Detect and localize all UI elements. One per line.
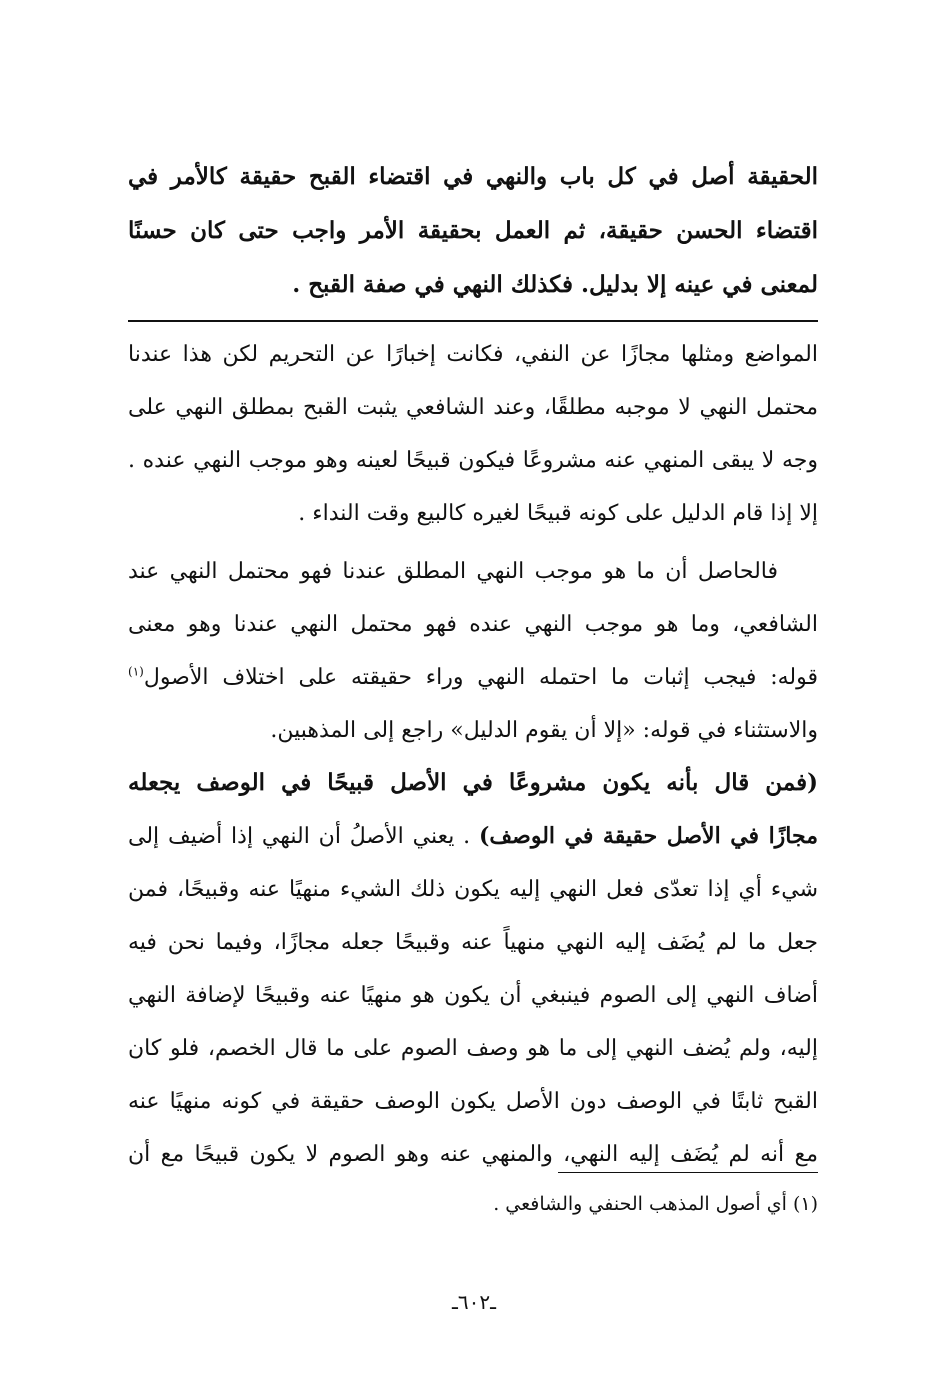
commentary-line: والاستثناء في قوله: «إلا أن يقوم الدليل» راجع إلى المذهبين. xyxy=(270,718,818,743)
commentary-paragraph-2 xyxy=(128,545,818,757)
commentary-line: إلا إذا قام الدليل على كونه قبيحًا لغيره كالبيع وقت النداء . xyxy=(298,501,818,526)
quoted-text-line: (فمن قال بأنه يكون مشروعًا في الأصل قبيحًا في الوصف يجعله xyxy=(128,769,818,796)
quoted-text-fragment: مجازًا في الأصل حقيقة في الوصف) xyxy=(479,823,818,849)
main-text-block xyxy=(128,150,818,312)
commentary-line: شيء أي إذا تعدّى فعل النهي إليه يكون ذلك الشيء منهيًا عنه وقبيحًا، فمن xyxy=(128,877,818,902)
commentary-line: مع أنه لم يُضَف إليه النهي، والمنهي عنه وهو الصوم لا يكون قبيحًا مع أن xyxy=(128,1142,818,1167)
commentary-line: فالحاصل أن ما هو موجب النهي المطلق عندنا فهو محتمل النهي عند xyxy=(128,559,778,584)
commentary-paragraph-1 xyxy=(128,328,818,540)
commentary-line: الشافعي، وما هو موجب النهي عنده فهو محتمل النهي عندنا وهو معنى xyxy=(128,612,818,637)
footnote-marker: (١) xyxy=(128,664,144,679)
commentary-paragraph-3 xyxy=(128,756,818,1181)
commentary-line: القبح ثابتًا في الوصف دون الأصل يكون الوصف حقيقة في كونه منهيًا عنه xyxy=(128,1089,818,1114)
mixed-line xyxy=(128,810,818,863)
commentary-line: المواضع ومثلها مجازًا عن النفي، فكانت إخبارًا عن التحريم لكن هذا عندنا xyxy=(128,342,818,367)
commentary-line: إليه، ولم يُضف النهي إلى ما هو وصف الصوم على ما قال الخصم، فلو كان xyxy=(128,1036,818,1061)
main-text-divider xyxy=(128,320,818,322)
page-number: ـ٦٠٢ـ xyxy=(452,1290,496,1314)
footnote: (١) أي أصول المذهب الحنفي والشافعي . xyxy=(493,1193,818,1215)
commentary-line: جعل ما لم يُضَف إليه النهي منهياً عنه وقبيحًا جعله مجازًا، وفيما نحن فيه xyxy=(128,930,818,955)
main-text-line: اقتضاء الحسن حقيقة، ثم العمل بحقيقة الأمر واجب حتى كان حسنًا xyxy=(128,217,818,244)
commentary-line-text: قوله: فيجب إثبات ما احتمله النهي وراء حقيقته على اختلاف الأصول xyxy=(143,665,818,690)
commentary-fragment: . يعني الأصلُ أن النهي إذا أضيف إلى xyxy=(128,824,479,849)
footnote-divider xyxy=(558,1172,818,1173)
commentary-line: محتمل النهي لا موجبه مطلقًا، وعند الشافعي يثبت القبح بمطلق النهي على xyxy=(128,395,818,420)
main-text-line: لمعنى في عينه إلا بدليل. فكذلك النهي في صفة القبح . xyxy=(292,271,818,298)
commentary-line: وجه لا يبقى المنهي عنه مشروعًا فيكون قبيحًا لعينه وهو موجب النهي عنده . xyxy=(128,448,818,473)
commentary-line: أضاف النهي إلى الصوم فينبغي أن يكون هو منهيًا عنه وقبيحًا لإضافة النهي xyxy=(128,983,818,1008)
main-text-line: الحقيقة أصل في كل باب والنهي في اقتضاء القبح حقيقة كالأمر في xyxy=(128,163,818,190)
commentary-line xyxy=(128,651,818,704)
